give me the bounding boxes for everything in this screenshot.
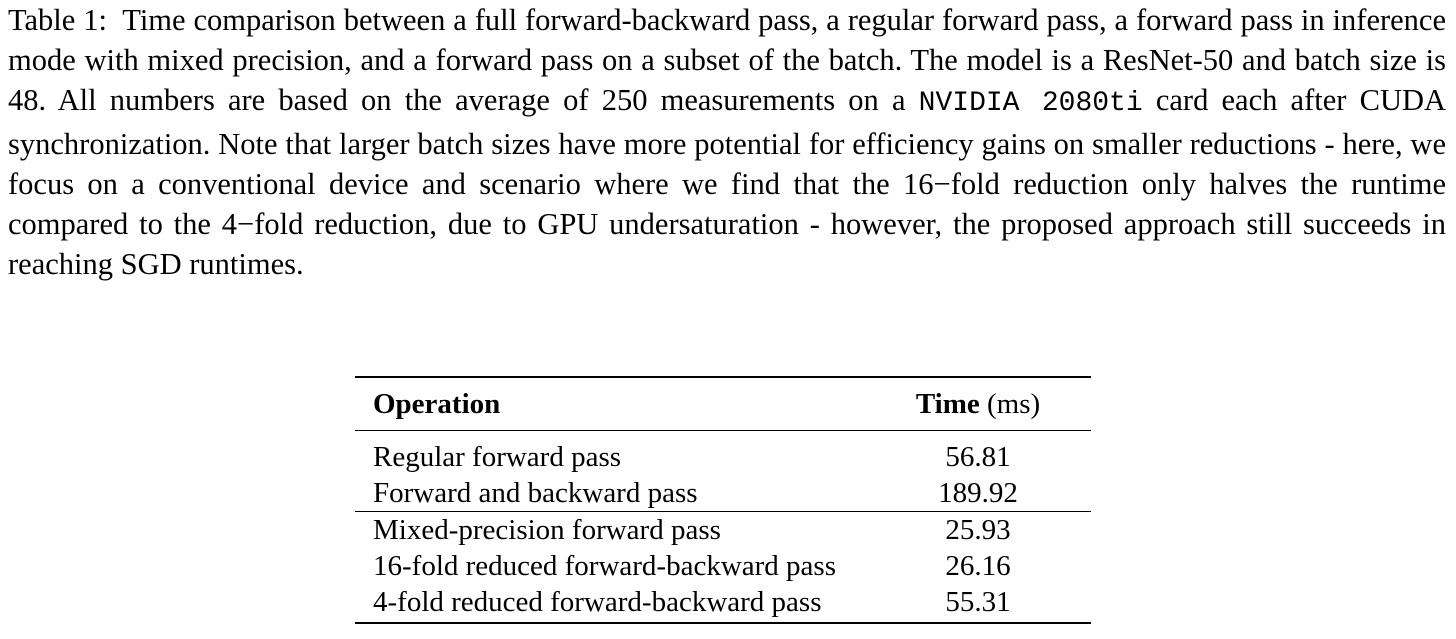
timing-table-container <box>355 376 1091 624</box>
table-group-baseline <box>355 431 1091 512</box>
row-operation: Mixed-precision forward pass <box>373 514 721 546</box>
row-operation: 4-fold reduced forward-backward pass <box>373 586 822 618</box>
row-operation: Regular forward pass <box>373 441 622 473</box>
row-operation: 16-fold reduced forward-backward pass <box>373 550 836 582</box>
header-time <box>883 377 1091 431</box>
row-time: 25.93 <box>945 514 1011 546</box>
row-time: 189.92 <box>938 477 1018 509</box>
row-time: 55.31 <box>945 586 1011 618</box>
timing-table <box>355 376 1091 624</box>
caption-text-part2: card each after CUDA synchronization. Note that larger batch sizes have more potential for efficiency gains on smaller reductions - here, we focus on a conventional device and scenario where we find that the 16−fold reduction only halves the runtime compared to the 4−fold reduction, due to GPU undersaturation - however, the proposed approach still succeeds in reaching SGD runtimes. <box>8 83 1447 281</box>
header-time-unit: (ms) <box>986 387 1041 420</box>
caption-gpu-name: NVIDIA 2080ti <box>918 88 1143 119</box>
table-row <box>355 584 1091 623</box>
header-operation: Operation <box>373 387 501 420</box>
table-header-row <box>355 377 1091 431</box>
caption-label: Table 1: <box>8 3 107 37</box>
row-operation: Forward and backward pass <box>373 477 698 509</box>
row-time: 56.81 <box>945 441 1011 473</box>
table-caption <box>8 0 1446 284</box>
caption-text-part1: Time comparison between a full forward-backward pass, a regular forward pass, a forward pass in inference mode with mixed precision, and a forward pass on a subset of the batch. The model is a ResNet-50 and batch size is 48. All numbers are based on the average of 250 measurements on a <box>8 3 1446 117</box>
table-row <box>355 431 1091 476</box>
table-row <box>355 548 1091 584</box>
row-time: 26.16 <box>945 550 1011 582</box>
table-row <box>355 475 1091 512</box>
table-row <box>355 512 1091 549</box>
header-time-label: Time <box>915 387 980 420</box>
table-group-reduced <box>355 512 1091 624</box>
